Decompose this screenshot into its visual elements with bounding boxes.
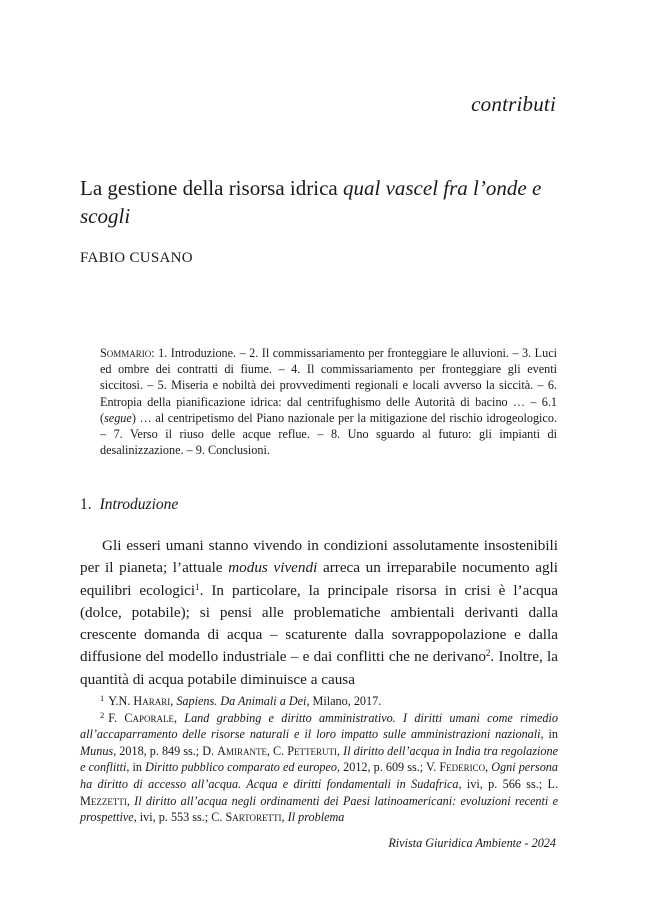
fn1-author: Y.N. Harari [108,694,171,708]
summary-text-b: ) … al centripetismo del Piano nazionale per la mitigazione del rischio idrogeologico. – 7. Verso il riuso delle acque reflue. – 8. Uno sguardo al futuro: gli impianti di desalinizzazione. – 9. Conclusioni. [100,410,557,458]
body-paragraph [80,535,558,691]
fn2-author-1: F. Caporale [108,710,174,725]
fn2-sep-3: , C. [266,743,288,758]
fn2-author-3: Petteruti [287,743,338,758]
body-text-d: . Inoltre, la quantità di acqua potabile diminuisce a causa [80,648,558,688]
footnote-2: $^2$ F. Caporale, Land grabbing e diritto amministrativo. I diritti umani come rimedio all’accaparramento delle risorse naturali e il loro impatto sulle amministrazioni nazionali, in Munus, 2018, p. 849 ss.; D. Amirante, C. Petteruti, Il diritto dell’acqua in India tra regolazione e conflitti, in Diritto pubblico comparato ed europeo, 2012, p. 609 ss.; V. Federico, Ogni persona ha diritto di accesso all’acqua. Acqua e diritti fondamentali in Sudafrica, ivi, p. 566 ss.; L. Mezzetti, Il diritto all’acqua negli ordinamenti dei Paesi latinoamericani: evoluzioni recenti e prospettive, ivi, p. 553 ss.; C. Sartoretti, Il problema [80,709,559,825]
body-text-c: . In particolare, la principale risorsa in crisi è l’acqua (dolce, potabile); si pensi alle problematiche ambientali derivanti dalla crescente domanda di acqua – scaturente dalla sovrappopolazione e dalla diffusione del modello industriale – e dai conflitti che ne derivano [80,581,559,666]
fn2-sep-11: , [281,810,288,825]
fn2-sep-6: , 2012, p. 609 ss.; V. [337,760,440,775]
section-heading [80,496,178,514]
body-italic: modus vivendi [228,559,318,577]
fn2-journal-2: Diritto pubblico comparato ed europeo [145,760,338,775]
fn2-sep-2: , 2018, p. 849 ss.; D. [113,743,218,758]
footnotes [80,693,558,826]
body-text-b: arreca un irreparabile nocumento agli equilibri ecologici [80,559,558,599]
journal-footer: Rivista Giuridica Ambiente - 2024 [388,836,556,850]
fn2-sep-1: , in [540,727,558,742]
summary-segue: segue [104,410,132,425]
fn2-title-4: Il diritto all’acqua negli ordinamenti dei Paesi latinoamericani: evoluzioni recenti e prospettive [80,793,558,825]
summary-text-a: : 1. Introduzione. – 2. Il commissariamento per fronteggiare le alluvioni. – 3. Luci ed ombre dei contratti di fiume. – 4. Il commissariamento per fronteggiare gli eventi siccitosi. – 5. Miseria e nobiltà dei provvedimenti regionali e locali avverso la siccità. – 6. Entropia della pianificazione idrica: dal centrifughismo delle Autorità di bacino … – 6.1 ( [100,346,557,425]
article-title [80,174,570,230]
article-title-italic: qual vascel fra l’onde e scogli [80,176,542,228]
footnote-ref-2[interactable]: 2 [485,648,491,659]
section-label: contributi [471,92,556,116]
fn1-sep: , [170,694,177,708]
fn2-title-1: Land grabbing e diritto amministrativo. I diritti umani come rimedio all’accaparramento delle risorse naturali e il loro impatto sulle amministrazioni nazionali [80,710,558,742]
fn2-author-5: Mezzetti [80,793,127,808]
summary [100,345,557,458]
fn1-rest: , Milano, 2017. [306,694,382,708]
footnote-marker-2: 2 [100,709,105,720]
footnote-marker-1: 1 [100,693,105,703]
fn2-title-3: Ogni persona ha diritto di accesso all’acqua. Acqua e diritti fondamentali in Sudafrica [80,760,558,791]
section-number: 1. [80,496,92,513]
fn1-title: Sapiens. Da Animali a Dei [176,694,307,708]
footnote-ref-1[interactable]: 1 [195,581,200,592]
fn2-author-2: Amirante [217,743,267,758]
article-title-plain: La gestione della risorsa idrica [80,176,343,200]
fn2-sep-4: , [337,743,344,758]
fn2-author-4: Federico [439,760,486,775]
body-text-a: Gli esseri umani stanno vivendo in condizioni assolutamente insostenibili per il pianeta; l’attuale [80,537,558,577]
fn2-author-6: Sartoretti [225,810,282,825]
article-author: FABIO CUSANO [80,250,193,266]
section-title: Introduzione [99,496,179,513]
fn2-sep-8: , ivi, p. 566 ss.; L. [458,776,558,791]
fn2-sep-10: , ivi, p. 553 ss.; C. [133,810,226,825]
summary-label: Sommario [100,346,152,360]
fn2-title-5: Il problema [287,810,345,825]
fn2-title-2: Il diritto dell’acqua in India tra regolazione e conflitti [80,743,559,775]
fn2-sep-5: , in [126,760,146,775]
fn2-sep-9: , [126,793,135,808]
footnote-1 [80,693,558,710]
fn2-journal-1: Munus [80,743,114,758]
fn2-sep-7: , [485,760,492,775]
